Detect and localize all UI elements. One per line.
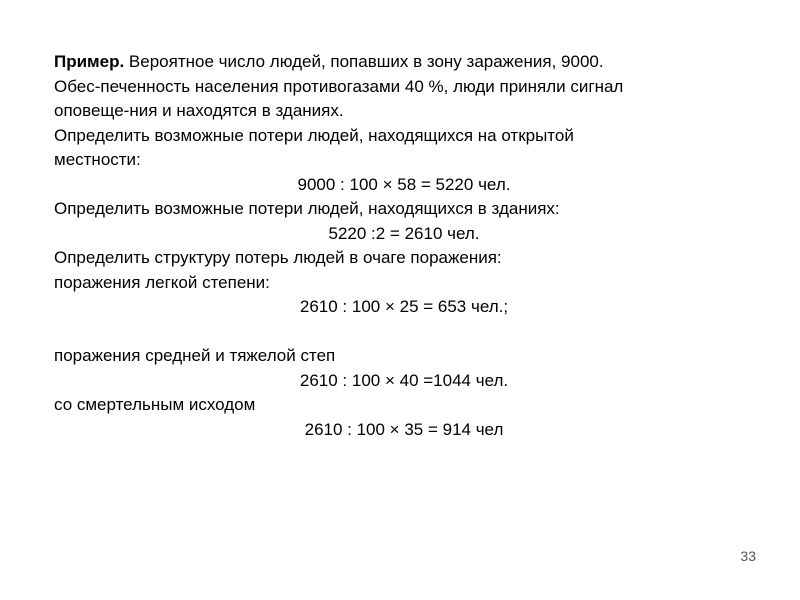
fatal-label: со смертельным исходом — [54, 395, 256, 414]
step3-text: Определить структуру потерь людей в очаге поражения: — [54, 248, 502, 267]
intro-line-2: Обес-печенность населения противогазами 40 %, люди приняли сигнал — [54, 76, 624, 96]
step1-formula: 9000 : 100 × 58 = 5220 чел. — [297, 174, 511, 194]
example-label: Пример. — [54, 52, 125, 71]
intro-text: Вероятное число людей, попавших в зону заражения, 9000. — [124, 52, 604, 71]
medium-injury-label: поражения средней и тяжелой степ — [54, 346, 336, 365]
fatal-formula: 2610 : 100 × 35 = 914 чел — [304, 419, 504, 439]
intro-line-3: оповеще-ния и находятся в зданиях. — [54, 101, 344, 120]
spacer-line — [54, 320, 754, 345]
step1-text-line-2: местности: — [54, 150, 141, 169]
light-injury-formula: 2610 : 100 × 25 = 653 чел.; — [299, 297, 509, 316]
medium-injury-formula: 2610 : 100 × 40 =1044 чел. — [299, 370, 509, 390]
intro-line-1 — [54, 50, 754, 75]
page-number: 33 — [740, 548, 756, 564]
step1-text-line-1: Определить возможные потери людей, находящихся на открытой — [54, 125, 574, 145]
step2-formula: 5220 :2 = 2610 чел. — [328, 223, 480, 243]
step2-text: Определить возможные потери людей, находящихся в зданиях: — [54, 199, 560, 218]
slide-content — [54, 50, 754, 442]
light-injury-label: поражения легкой степени: — [54, 272, 270, 292]
